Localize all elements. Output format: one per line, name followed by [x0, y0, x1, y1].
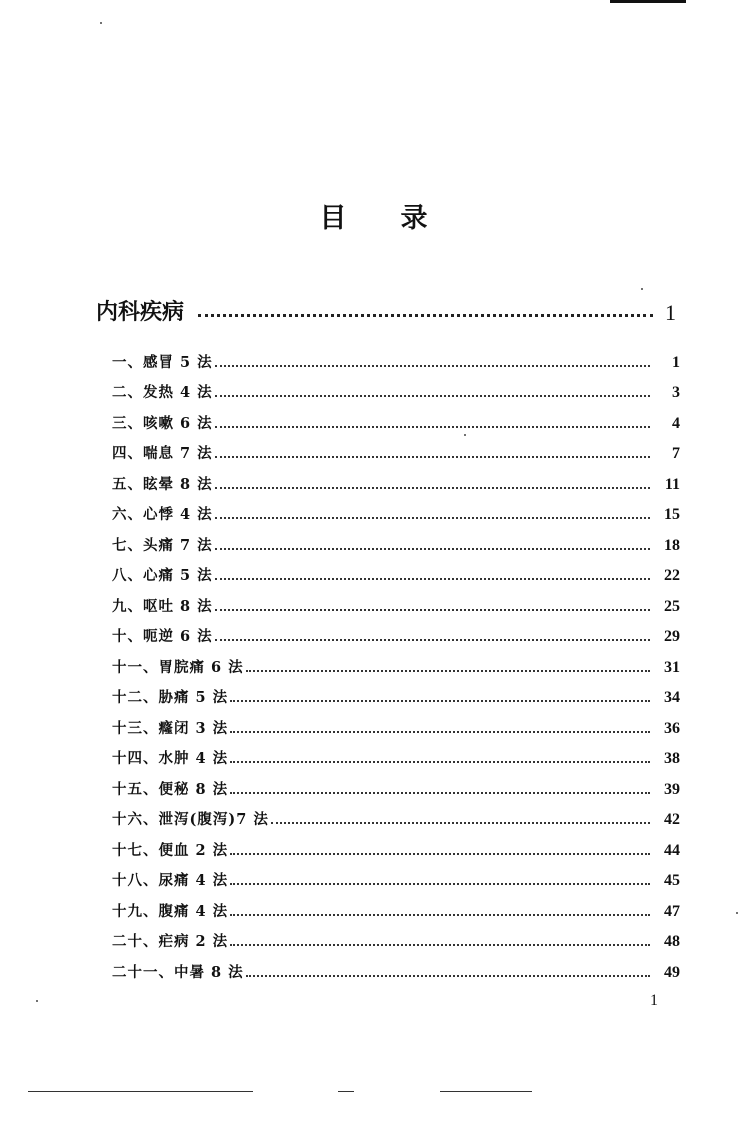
section-label: 内科疾病	[96, 300, 185, 325]
toc-entry[interactable]	[112, 555, 680, 586]
dot-leader	[230, 700, 650, 702]
section-page-number: 1	[665, 300, 676, 325]
dot-leader	[230, 761, 650, 763]
entry-page-number: 7	[672, 445, 680, 462]
scan-speck	[100, 22, 102, 24]
entry-label: 八、心痛 5 法	[112, 567, 213, 584]
toc-section-heading[interactable]	[96, 292, 676, 326]
toc-entry[interactable]	[112, 890, 680, 921]
entry-page-number: 11	[664, 475, 680, 493]
toc-entry[interactable]	[112, 463, 680, 494]
dot-leader	[215, 365, 650, 367]
dot-leader	[230, 792, 650, 794]
toc-entry[interactable]	[112, 921, 680, 952]
page-title-char: 录	[400, 203, 482, 234]
entry-page-number: 49	[664, 963, 680, 981]
dot-leader	[246, 975, 650, 977]
dot-leader	[230, 883, 650, 885]
entry-page-number: 44	[664, 841, 680, 859]
entry-label: 九、呕吐 8 法	[112, 597, 213, 615]
toc-entry[interactable]	[112, 646, 680, 677]
scan-artifact-line	[338, 1091, 354, 1092]
entry-page-number: 25	[664, 597, 680, 615]
page-folio-number: 1	[650, 992, 658, 1009]
dot-leader	[215, 426, 650, 428]
page-title-char: 目	[319, 203, 401, 234]
dot-leader	[215, 395, 650, 397]
entry-page-number: 38	[664, 750, 680, 767]
entry-page-number: 31	[664, 658, 680, 676]
entry-label: 十一、胃脘痛 6 法	[112, 658, 244, 676]
dot-leader	[246, 670, 650, 672]
toc-entry[interactable]	[112, 677, 680, 708]
entry-label: 十四、水肿 4 法	[112, 750, 229, 767]
entry-page-number: 47	[664, 902, 680, 920]
entry-label: 二十、疟病 2 法	[112, 933, 229, 950]
dot-leader	[230, 914, 650, 916]
toc-entry[interactable]	[112, 829, 680, 860]
scan-artifact-line	[440, 1091, 532, 1092]
toc-entry[interactable]	[112, 799, 680, 830]
entry-page-number: 45	[664, 872, 680, 889]
toc-entry[interactable]	[112, 860, 680, 891]
dot-leader	[230, 853, 650, 855]
toc-entry[interactable]	[112, 494, 680, 525]
entry-page-number: 15	[664, 506, 680, 523]
entry-label: 三、咳嗽 6 法	[112, 414, 213, 432]
dot-leader	[215, 578, 650, 580]
entry-label: 五、眩晕 8 法	[112, 475, 213, 493]
dot-leader	[215, 456, 650, 458]
toc-entry[interactable]	[112, 372, 680, 403]
toc-list	[112, 341, 680, 982]
dot-leader	[230, 944, 650, 946]
entry-page-number: 36	[664, 719, 680, 737]
dot-leader	[215, 609, 650, 611]
toc-entry[interactable]	[112, 341, 680, 372]
entry-label: 十五、便秘 8 法	[112, 780, 229, 798]
entry-page-number: 3	[672, 384, 680, 401]
scan-speck	[641, 288, 643, 290]
entry-page-number: 48	[664, 933, 680, 950]
entry-label: 四、喘息 7 法	[112, 445, 213, 462]
entry-page-number: 34	[664, 689, 680, 706]
entry-page-number: 39	[664, 780, 680, 798]
entry-page-number: 29	[664, 628, 680, 645]
toc-entry[interactable]	[112, 402, 680, 433]
toc-entry[interactable]	[112, 524, 680, 555]
dot-leader	[215, 487, 650, 489]
entry-label: 十七、便血 2 法	[112, 841, 229, 859]
scan-speck	[736, 912, 738, 914]
scan-speck	[36, 1000, 38, 1002]
toc-entry[interactable]	[112, 707, 680, 738]
dot-leader	[215, 548, 650, 550]
entry-label: 六、心悸 4 法	[112, 506, 213, 523]
dot-leader	[198, 314, 653, 317]
entry-label: 十二、胁痛 5 法	[112, 689, 229, 706]
toc-entry[interactable]	[112, 768, 680, 799]
toc-entry[interactable]	[112, 433, 680, 464]
dot-leader	[230, 731, 650, 733]
entry-label: 十九、腹痛 4 法	[112, 902, 229, 920]
entry-label: 七、头痛 7 法	[112, 536, 213, 554]
toc-entry[interactable]	[112, 951, 680, 982]
page-title	[0, 196, 747, 235]
dot-leader	[271, 822, 650, 824]
toc-entry[interactable]	[112, 585, 680, 616]
entry-label: 二、发热 4 法	[112, 384, 213, 401]
entry-page-number: 22	[664, 567, 680, 584]
dot-leader	[215, 639, 650, 641]
dot-leader	[215, 517, 650, 519]
entry-page-number: 18	[664, 536, 680, 554]
entry-page-number: 1	[672, 353, 680, 371]
toc-entry[interactable]	[112, 616, 680, 647]
entry-label: 一、感冒 5 法	[112, 353, 213, 371]
entry-label: 十六、泄泻(腹泻)7 法	[112, 811, 269, 828]
entry-label: 十三、癃闭 3 法	[112, 719, 229, 737]
scan-edge-mark	[610, 0, 686, 3]
entry-label: 十八、尿痛 4 法	[112, 872, 229, 889]
entry-label: 十、呃逆 6 法	[112, 628, 213, 645]
entry-page-number: 4	[672, 414, 680, 432]
entry-page-number: 42	[664, 811, 680, 828]
scan-artifact-line	[28, 1091, 253, 1092]
entry-label: 二十一、中暑 8 法	[112, 963, 244, 981]
toc-entry[interactable]	[112, 738, 680, 769]
